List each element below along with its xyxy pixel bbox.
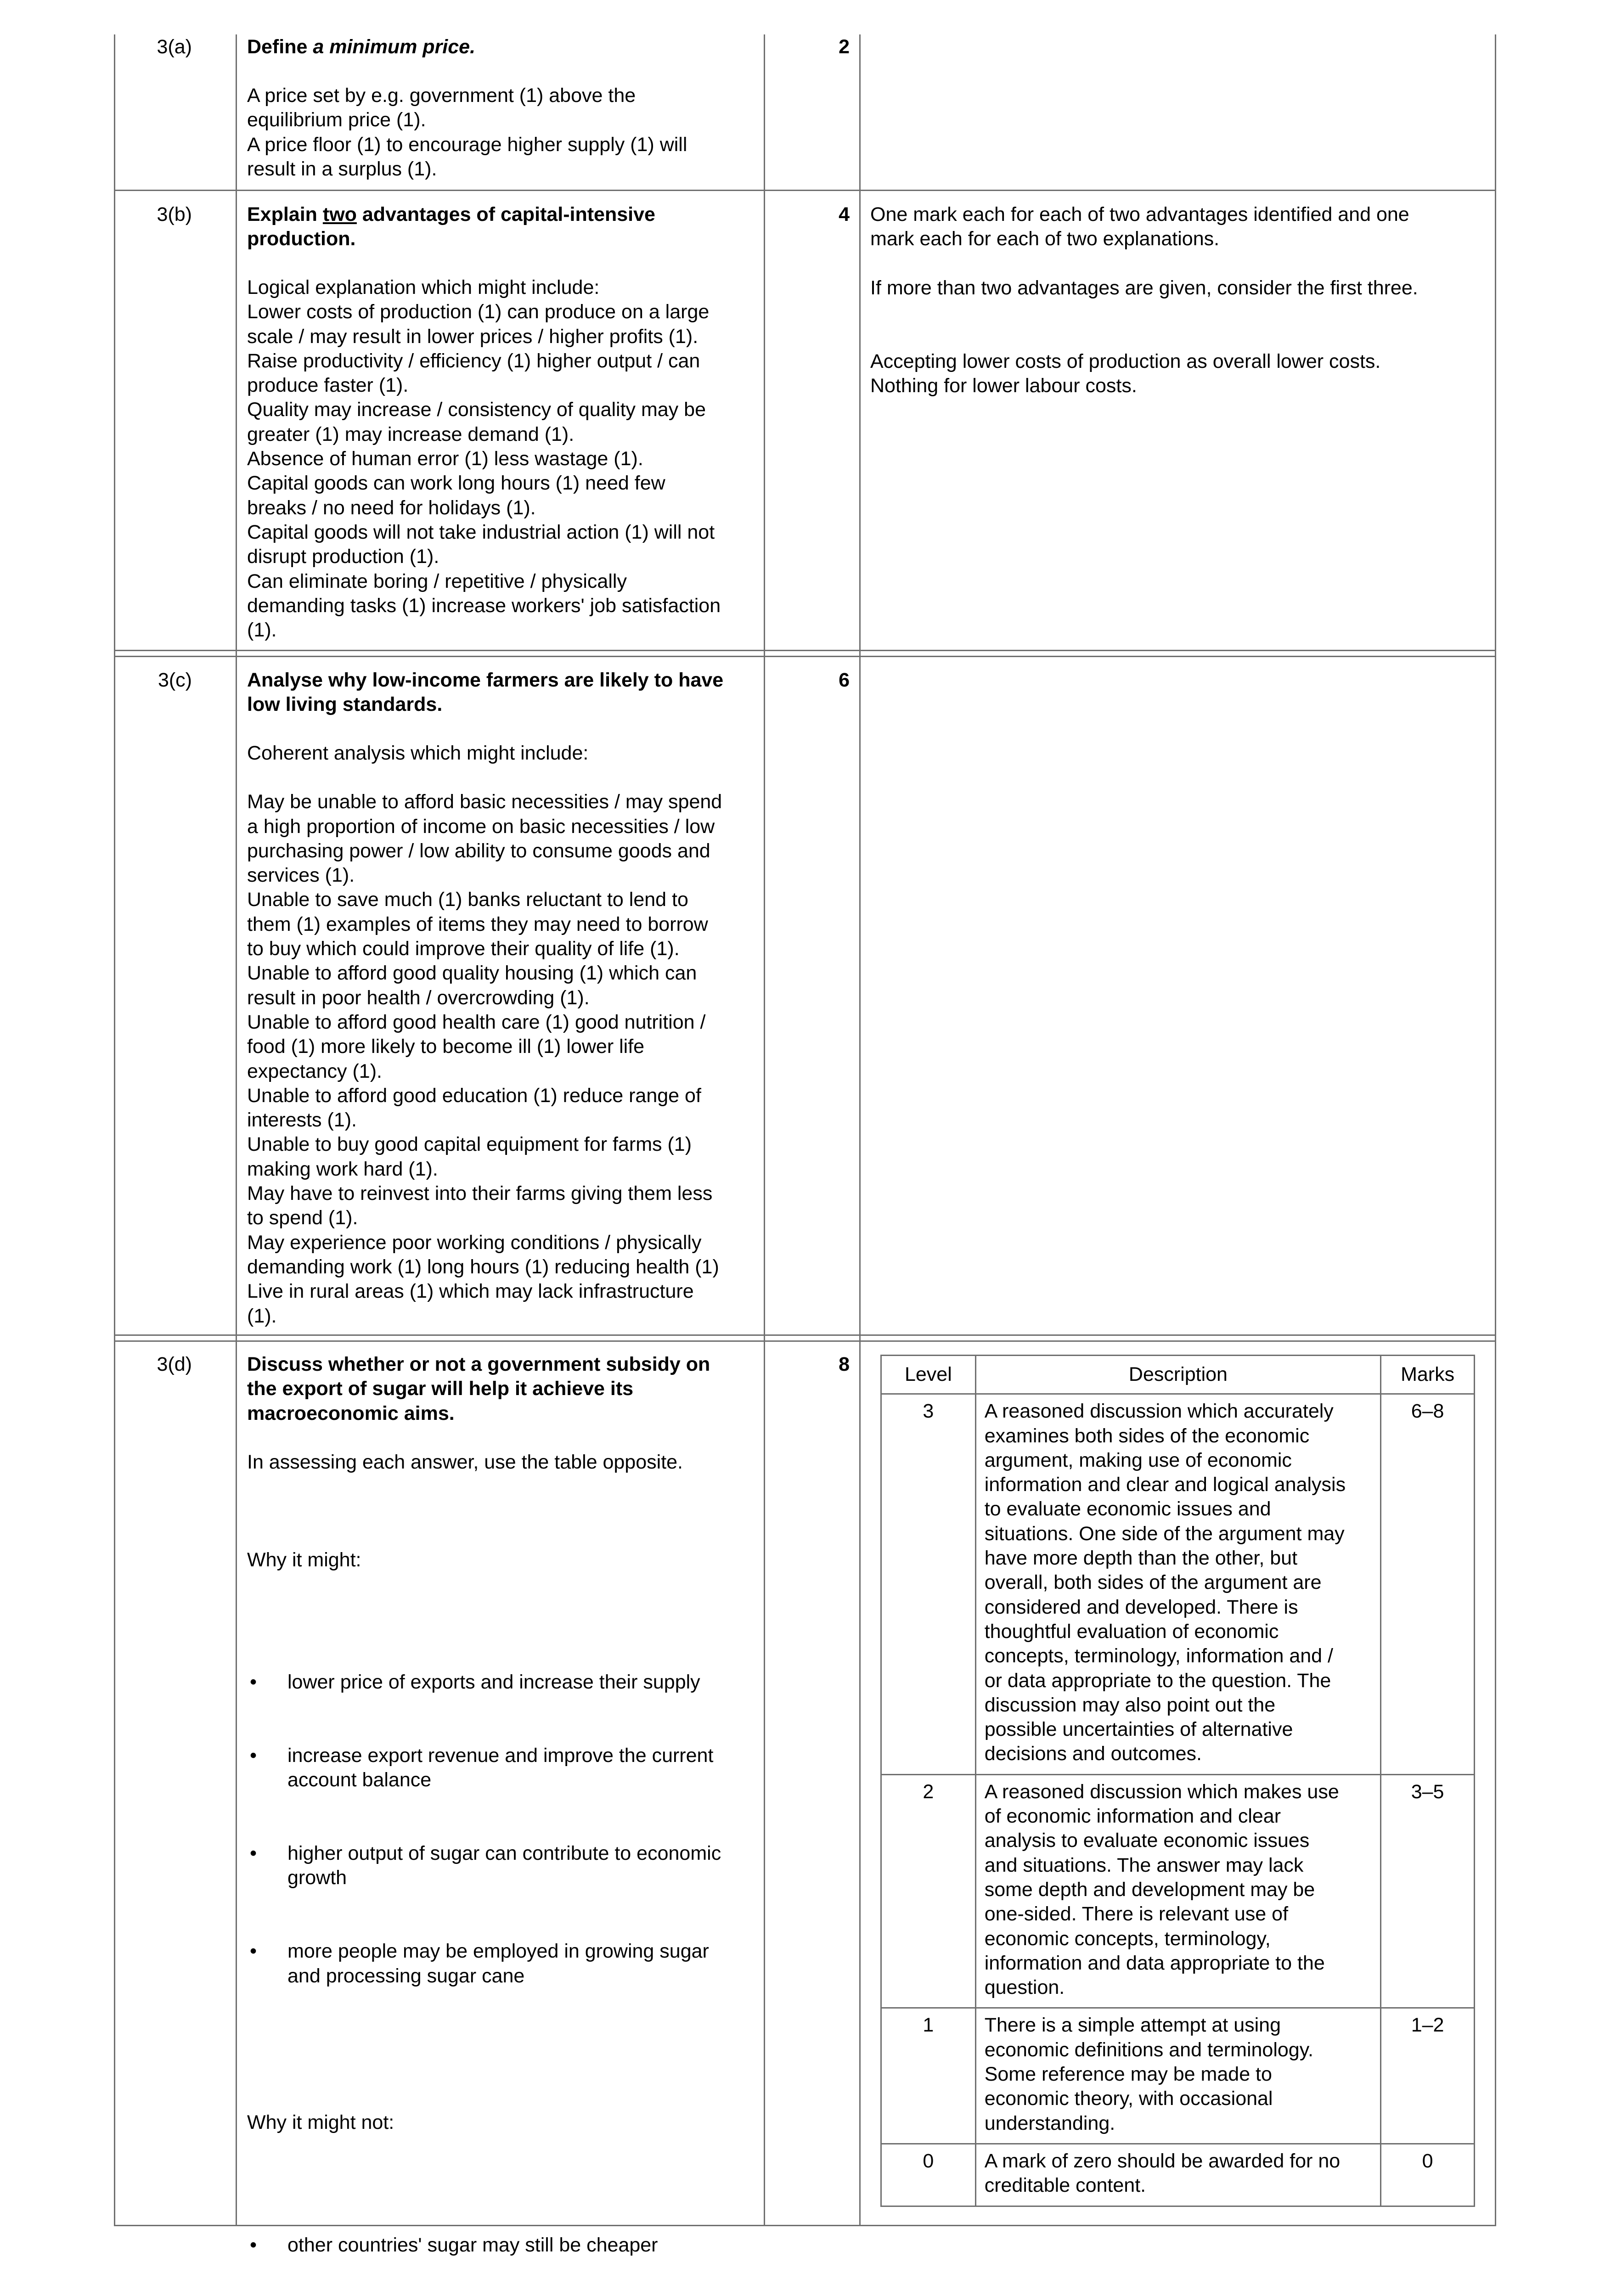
table-row xyxy=(881,1394,1475,1774)
question-number: 3(c) xyxy=(158,669,192,691)
answer-line: Live in rural areas (1) which may lack infrastructure (1). xyxy=(247,1280,694,1327)
question-number: 3(d) xyxy=(157,1353,192,1375)
column-divider-answer xyxy=(764,34,765,2226)
question-number: 3(b) xyxy=(157,203,192,225)
question-text-part: Define xyxy=(247,36,313,58)
answer-line: Unable to afford good health care (1) good nutrition / food (1) more likely to become ill (1) lower life expectancy (1). xyxy=(247,1011,706,1082)
bullet-icon: • xyxy=(250,1940,257,1963)
marks-value: 6 xyxy=(839,669,850,691)
answer-line: Unable to afford good quality housing (1) which can result in poor health / overcrowding (1). xyxy=(247,962,697,1009)
answer-line: May have to reinvest into their farms giving them less to spend (1). xyxy=(247,1182,713,1229)
level-cell: 0 xyxy=(881,2144,976,2206)
assessment-note: In assessing each answer, use the table opposite. xyxy=(247,1451,683,1473)
column-header-marks: Marks xyxy=(1381,1356,1475,1394)
bullet-icon: • xyxy=(250,1744,257,1767)
answer-line: Can eliminate boring / repetitive / physically demanding tasks (1) increase workers' job satisfaction (1). xyxy=(247,570,721,642)
description-cell: There is a simple attempt at using economic definitions and terminology. Some reference may be made to economic theory, with occasional understanding. xyxy=(975,2008,1380,2144)
list-item xyxy=(247,1744,757,1793)
description-cell: A reasoned discussion which accurately examines both sides of the economic argument, making use of economic information and clear and logical analysis to evaluate economic issues and situations. One side of the argument may have more depth than the other, but overall, both sides of the argument are considered and developed. There is thoughtful evaluation of economic concepts, terminology, information and / or data appropriate to the question. The discussion may also point out the possible uncertainties of alternative decisions and outcomes. xyxy=(975,1394,1380,1774)
marks-value: 2 xyxy=(839,36,850,58)
marks-cell: 0 xyxy=(1381,2144,1475,2206)
bullet-icon: • xyxy=(250,1842,257,1865)
column-divider-question xyxy=(236,34,237,2226)
column-header-level: Level xyxy=(881,1356,976,1394)
answer-line: May be unable to afford basic necessities / may spend a high proportion of income on basic necessities / low purchasing power / low ability to consume goods and services (1). xyxy=(247,791,722,887)
marks-cell: 3–5 xyxy=(1381,1774,1475,2008)
why-it-might-heading: Why it might: xyxy=(247,1548,361,1571)
marks-value: 8 xyxy=(839,1353,850,1375)
column-header-description: Description xyxy=(975,1356,1380,1394)
answer-line: Absence of human error (1) less wastage (1). xyxy=(247,448,643,470)
why-it-might-not-list xyxy=(247,2184,757,2296)
bullet-icon: • xyxy=(250,2234,257,2256)
table-row xyxy=(881,2008,1475,2144)
answer-text xyxy=(247,741,757,1328)
bullet-icon: • xyxy=(250,1671,257,1694)
answer-line: Quality may increase / consistency of quality may be greater (1) may increase demand (1). xyxy=(247,399,706,445)
answer-intro: Coherent analysis which might include: xyxy=(247,742,589,764)
list-item-text: lower price of exports and increase their supply xyxy=(287,1671,700,1694)
description-cell: A reasoned discussion which makes use of economic information and clear analysis to evaluate economic issues and situations. The answer may lack some depth and development may be one-sided. There is relevant use of economic concepts, terminology, information and data appropriate to the question. xyxy=(975,1774,1380,2008)
answer-line: A price set by e.g. government (1) above the equilibrium price (1). xyxy=(247,84,636,131)
answer-line: A price floor (1) to encourage higher supply (1) will result in a surplus (1). xyxy=(247,133,687,180)
level-cell: 1 xyxy=(881,2008,976,2144)
table-border-right xyxy=(1495,34,1496,2226)
answer-line: Capital goods can work long hours (1) need few breaks / no need for holidays (1). xyxy=(247,472,665,519)
marks-cell: 1–2 xyxy=(1381,2008,1475,2144)
guidance-text xyxy=(870,203,1488,398)
row-divider xyxy=(114,650,1496,651)
table-row xyxy=(881,2144,1475,2206)
level-descriptor-table xyxy=(880,1355,1475,2207)
table-row xyxy=(881,1774,1475,2008)
why-it-might-not-heading: Why it might not: xyxy=(247,2111,394,2134)
answer-line: Unable to save much (1) banks reluctant to lend to them (1) examples of items they may need to borrow to buy which could improve their quality of life (1). xyxy=(247,889,708,960)
question-text-part: Explain xyxy=(247,203,323,225)
answer-line: Raise productivity / efficiency (1) higher output / can produce faster (1). xyxy=(247,349,700,397)
question-text xyxy=(247,35,757,59)
row-divider xyxy=(114,1340,1496,1342)
answer-text xyxy=(247,276,757,642)
answer-line: Unable to afford good education (1) reduce range of interests (1). xyxy=(247,1084,701,1131)
question-text: Analyse why low-income farmers are likely to have low living standards. xyxy=(247,669,724,716)
guidance-line: If more than two advantages are given, consider the first three. xyxy=(870,276,1418,299)
list-item-text: increase export revenue and improve the current account balance xyxy=(287,1744,714,1791)
marks-value: 4 xyxy=(839,203,850,225)
marks-cell: 6–8 xyxy=(1381,1394,1475,1774)
answer-line: Capital goods will not take industrial action (1) will not disrupt production (1). xyxy=(247,521,715,568)
why-it-might-section xyxy=(247,1499,757,2296)
list-item xyxy=(247,1841,757,1891)
question-text xyxy=(247,203,757,252)
answer-text xyxy=(247,84,757,181)
column-divider-marks xyxy=(859,34,861,2226)
list-item-text: more people may be employed in growing sugar and processing sugar cane xyxy=(287,1940,709,1987)
table-border-left xyxy=(114,34,115,2226)
level-cell: 2 xyxy=(881,1774,976,2008)
question-text: Discuss whether or not a government subsidy on the export of sugar will help it achieve its macroeconomic aims. xyxy=(247,1353,710,1424)
question-text-part: advantages of capital-intensive production. xyxy=(247,203,655,250)
answer-intro: Logical explanation which might include: xyxy=(247,276,600,298)
list-item xyxy=(247,1670,757,1694)
guidance-line: One mark each for each of two advantages identified and one mark each for each of two explanations. xyxy=(870,203,1409,250)
level-cell: 3 xyxy=(881,1394,976,1774)
answer-line: Lower costs of production (1) can produce on a large scale / may result in lower prices / higher profits (1). xyxy=(247,301,710,348)
row-divider xyxy=(114,1334,1496,1336)
question-text-part: two xyxy=(322,203,357,225)
list-item xyxy=(247,1939,757,1988)
question-number: 3(a) xyxy=(157,36,192,58)
description-cell: A mark of zero should be awarded for no creditable content. xyxy=(975,2144,1380,2206)
question-text-part: a minimum price. xyxy=(313,36,476,58)
row-divider xyxy=(114,190,1496,191)
list-item-text: higher output of sugar can contribute to economic growth xyxy=(287,1842,721,1889)
table-header-row xyxy=(881,1356,1475,1394)
answer-line: Unable to buy good capital equipment for farms (1) making work hard (1). xyxy=(247,1133,692,1180)
row-divider xyxy=(114,656,1496,657)
answer-line: May experience poor working conditions / physically demanding work (1) long hours (1) reducing health (1) xyxy=(247,1231,719,1278)
guidance-line: Accepting lower costs of production as overall lower costs. Nothing for lower labour costs. xyxy=(870,350,1381,397)
why-it-might-list xyxy=(247,1621,757,2037)
list-item-text: other countries' sugar may still be cheaper xyxy=(287,2234,658,2256)
list-item xyxy=(247,2233,757,2257)
